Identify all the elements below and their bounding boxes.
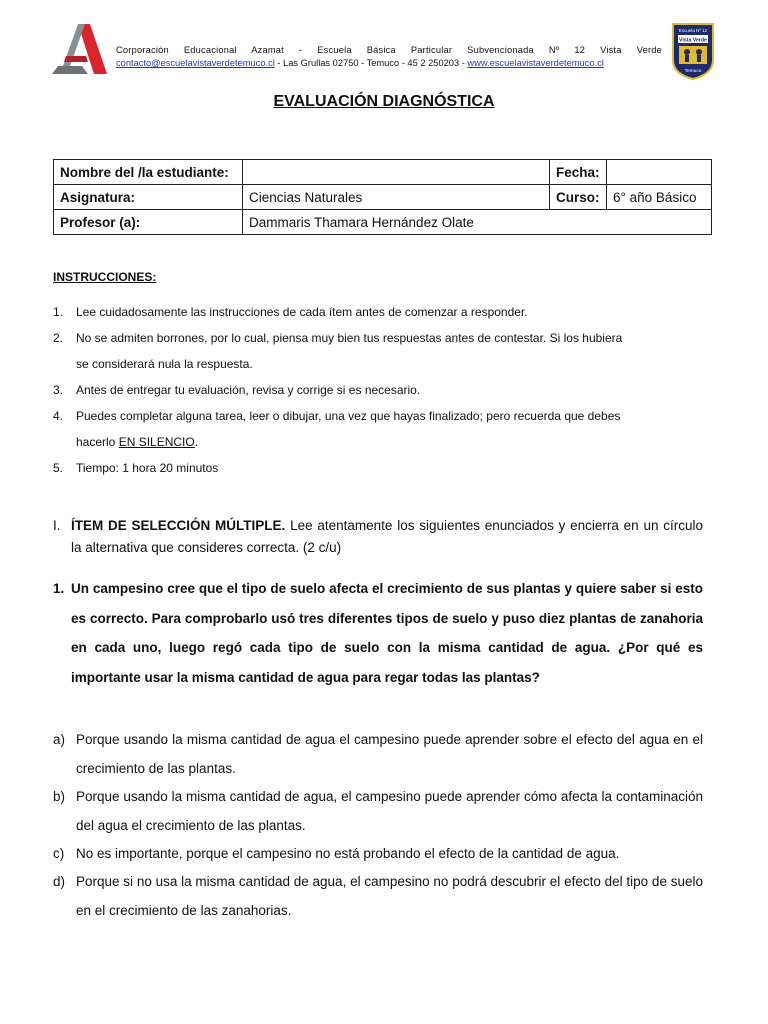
red-letter-a-logo-icon <box>52 22 108 76</box>
section-title: ÍTEM DE SELECCIÓN MÚLTIPLE. <box>71 518 286 533</box>
option-label: a) <box>53 732 66 747</box>
section-multiple-choice <box>53 515 703 559</box>
question-number: 1. <box>53 581 65 596</box>
instruction-number: 1. <box>53 305 64 319</box>
instruction-number: 2. <box>53 331 64 345</box>
website-link[interactable]: www.escuelavistaverdetemuco.cl <box>467 58 604 68</box>
section-text: Lee atentamente los siguientes enunciados y encierra en un círculo la alternativa que consideres correcta. (2 c/u) <box>71 518 703 555</box>
school-header <box>116 44 662 70</box>
teacher-value: Dammaris Thamara Hernández Olate <box>243 210 712 235</box>
option-text: Porque usando la misma cantidad de agua, el campesino puede aprender cómo afecta la contaminación del agua el crecimiento de las plantas. <box>76 789 703 833</box>
table-row <box>54 160 712 185</box>
instruction-text-pre: hacerlo <box>76 435 119 449</box>
option-text: Porque usando la misma cantidad de agua el campesino puede aprender sobre el efecto del agua en el crecimiento de las plantas. <box>76 732 703 776</box>
email-link[interactable]: contacto@escuelavistaverdetemuco.cl <box>116 58 275 68</box>
question-1 <box>53 574 703 692</box>
instruction-text: Puedes completar alguna tarea, leer o dibujar, una vez que hayas finalizado; pero recuerda que debes <box>76 409 621 423</box>
option-d[interactable] <box>53 868 703 925</box>
date-label: Fecha: <box>550 160 607 185</box>
teacher-label: Profesor (a): <box>54 210 243 235</box>
instruction-text: se considerará nula la respuesta. <box>76 357 253 371</box>
instruction-text: No se admiten borrones, por lo cual, piensa muy bien tus respuestas antes de contestar. Si los hubiera <box>76 331 623 345</box>
page-title: EVALUACIÓN DIAGNÓSTICA <box>273 93 495 110</box>
student-name-label: Nombre del /la estudiante: <box>54 160 243 185</box>
option-label: b) <box>53 789 66 804</box>
instruction-number: 5. <box>53 461 64 475</box>
address-text: - Las Grullas 02750 - Temuco - 45 2 250203 - <box>274 58 468 68</box>
section-number: I. <box>53 518 61 533</box>
school-crest-icon <box>671 22 715 80</box>
crest-name-text: Vista Verde <box>679 37 707 44</box>
section-instructions <box>71 515 703 559</box>
instruction-text: Lee cuidadosamente las instrucciones de cada ítem antes de comenzar a responder. <box>76 305 528 319</box>
subject-label: Asignatura: <box>54 185 243 210</box>
student-name-field[interactable] <box>243 160 550 185</box>
instruction-text <box>76 429 676 455</box>
instruction-number: 4. <box>53 409 64 423</box>
school-name-line: Corporación Educacional Azamat - Escuela Básica Particular Subvencionada Nº 12 Vista Verde <box>116 45 662 55</box>
crest-bottom-text: Temuco <box>684 69 702 74</box>
date-field[interactable] <box>607 160 712 185</box>
school-contact-line <box>116 57 662 70</box>
course-value: 6° año Básico <box>607 185 712 210</box>
student-info-table <box>53 159 712 235</box>
instruction-text: Antes de entregar tu evaluación, revisa y corrige si es necesario. <box>76 383 421 397</box>
silence-emphasis: EN SILENCIO <box>118 435 195 449</box>
table-row <box>54 185 712 210</box>
table-row <box>54 210 712 235</box>
option-label: c) <box>53 846 65 861</box>
option-c[interactable] <box>53 840 703 869</box>
instruction-text: Tiempo: 1 hora 20 minutos <box>76 461 219 475</box>
subject-value: Ciencias Naturales <box>243 185 550 210</box>
instruction-text-post: . <box>194 435 199 449</box>
crest-top-text: Escuela Nº 12 <box>678 28 708 33</box>
option-text: Porque si no usa la misma cantidad de agua, el campesino no podrá descubrir el efecto del tipo de suelo en el crecimiento de las zanahorias. <box>76 874 703 918</box>
option-b[interactable] <box>53 783 703 840</box>
option-text: No es importante, porque el campesino no está probando el efecto de la cantidad de agua. <box>76 846 620 861</box>
course-label: Curso: <box>550 185 607 210</box>
instruction-number: 3. <box>53 383 64 397</box>
option-a[interactable] <box>53 726 703 783</box>
question-text: Un campesino cree que el tipo de suelo afecta el crecimiento de sus plantas y quiere saber si esto es correcto. Para comprobarlo usó tres diferentes tipos de suelo y puso diez plantas de zanahoria en cada uno, luego regó cada tipo de suelo con la misma cantidad de agua. ¿Por qué es importante usar la misma cantidad de agua para regar todas las plantas? <box>71 581 703 685</box>
instructions-heading: INSTRUCCIONES: <box>53 270 157 284</box>
option-label: d) <box>53 874 66 889</box>
